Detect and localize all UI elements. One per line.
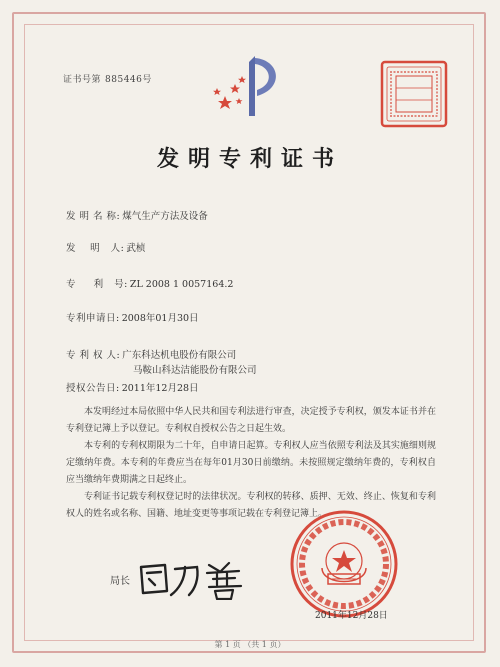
small-official-seal bbox=[378, 58, 450, 130]
filing-date-label: 专利申请日: bbox=[66, 313, 120, 324]
patentee-row-2 bbox=[131, 362, 257, 376]
certificate-number bbox=[63, 72, 152, 85]
handwritten-signature bbox=[135, 555, 265, 600]
invention-name-value: 煤气生产方法及设备 bbox=[122, 211, 208, 222]
certificate-number-value: 885446 bbox=[105, 75, 143, 85]
patentee-row bbox=[66, 347, 236, 361]
grant-date-row bbox=[66, 380, 199, 394]
inventor-label: 发 明 人: bbox=[66, 243, 125, 254]
patent-number-row bbox=[66, 276, 233, 290]
invention-name-label: 发 明 名 称: bbox=[66, 211, 121, 222]
grant-date-label: 授权公告日: bbox=[66, 383, 120, 394]
certificate-number-label: 证书号第 bbox=[63, 75, 102, 85]
patentee-value-1: 广东科达机电股份有限公司 bbox=[122, 350, 237, 361]
patent-number-value: ZL 2008 1 0057164.2 bbox=[129, 279, 234, 290]
national-ip-office-seal bbox=[288, 508, 400, 620]
page-footer: 第 1 页 （共 1 页） bbox=[214, 640, 286, 649]
inventor-value: 武桢 bbox=[126, 243, 146, 254]
patent-number-label: 专 利 号: bbox=[66, 279, 128, 290]
body-paragraph-1: 本发明经过本局依照中华人民共和国专利法进行审查，决定授予专利权，颁发本证书并在专利登记簿上予以登记。专利权自授权公告之日起生效。 bbox=[66, 407, 436, 434]
director-label: 局长 bbox=[110, 576, 130, 587]
certificate-title: 发明专利证书 bbox=[156, 146, 343, 172]
body-paragraph-2: 本专利的专利权期限为二十年，自申请日起算。专利权人应当依照专利法及其实施细则规定缴纳年费。本专利的年费应当在每年01月30日前缴纳。未按照规定缴纳年费的，专利权自应当缴纳年费期满之日起终止。 bbox=[66, 441, 436, 485]
invention-name-row bbox=[66, 208, 208, 222]
certificate-body bbox=[66, 404, 436, 523]
patent-office-emblem-icon bbox=[205, 48, 295, 123]
certificate-number-suffix: 号 bbox=[142, 75, 152, 85]
inventor-row bbox=[66, 240, 145, 254]
body-paragraph-3: 专利证书记载专利权登记时的法律状况。专利权的转移、质押、无效、终止、恢复和专利权人的姓名或名称、国籍、地址变更等事项记载在专利登记簿上。 bbox=[66, 492, 436, 519]
seal-date: 2011年12月28日 bbox=[315, 611, 388, 621]
grant-date-value: 2011年12月28日 bbox=[121, 383, 199, 394]
patentee-label: 专 利 权 人: bbox=[66, 350, 121, 361]
filing-date-value: 2008年01月30日 bbox=[121, 313, 199, 324]
patentee-value-2: 马鞍山科达洁能股份有限公司 bbox=[133, 365, 257, 376]
filing-date-row bbox=[66, 310, 199, 324]
